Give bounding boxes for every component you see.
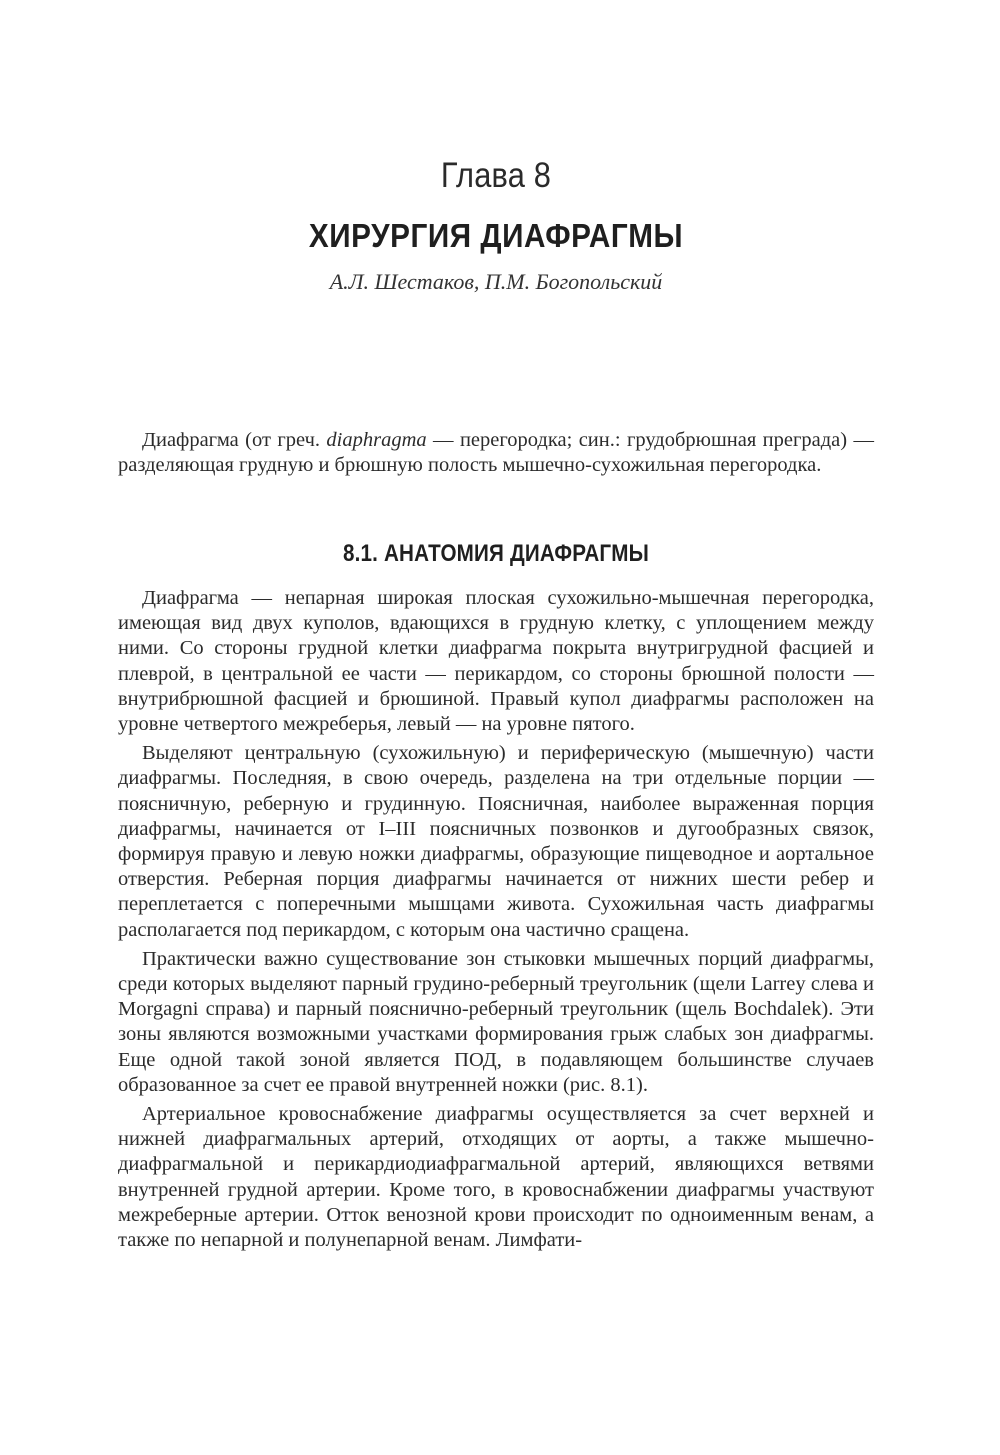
body-paragraph: Диафрагма — непарная широкая плоская сухожильно-мышечная перегородка, имеющая вид двух куполов, вдающихся в грудную клетку, с уплощением между ними. Со стороны грудной клетки диафрагма покрыта внутригрудной фасцией и плеврой, в центральной ее части — перикардом, со стороны брюшной полости — внутрибрюшной фасцией и брюшиной. Правый купол диафрагмы расположен на уровне четвертого межреберья, левый — на уровне пятого. [118, 587, 874, 736]
intro-term: diaphragma [326, 429, 427, 451]
chapter-authors: А.Л. Шестаков, П.М. Богопольский [329, 269, 663, 294]
intro-text-before: Диафрагма (от греч. [142, 429, 327, 451]
body-paragraph: Выделяют центральную (сухожильную) и периферическую (мышечную) части диафрагмы. Последняя, в свою очередь, разделена на три отдельные порции — поясничную, реберную и грудинную. Поясничная, наиболее выраженная порция диафрагмы, начинается от I–III поясничных позвонков и дугообразных связок, формируя правую и левую ножки диафрагмы, образующие пищеводное и аортальное отверстия. Реберная порция диафрагмы начинается от нижних шести ребер и переплетается с поперечными мышцами живота. Сухожильная часть диафрагмы располагается под перикардом, с которым она частично сращена. [118, 742, 874, 941]
chapter-title: ХИРУРГИЯ ДИАФРАГМЫ [308, 217, 684, 254]
section-heading: 8.1. АНАТОМИЯ ДИАФРАГМЫ [342, 540, 650, 567]
body-paragraph: Артериальное кровоснабжение диафрагмы осуществляется за счет верхней и нижней диафрагмальных артерий, отходящих от аорты, а также мышечно-диафрагмальной и перикардиодиафрагмальной артерий, являющихся ветвями внутренней грудной артерии. Кроме того, в кровоснабжении диафрагмы участвуют межреберные артерии. Отток венозной крови происходит по одноименным венам, а также по непарной и полунепарной венам. Лимфати- [118, 1103, 874, 1252]
chapter-label: Глава 8 [440, 156, 552, 195]
body-paragraph: Практически важно существование зон стыковки мышечных порций диафрагмы, среди которых выделяют парный грудино-реберный треугольник (щели Larrey слева и Morgagni справа) и парный пояснично-реберный треугольник (щель Bochdalek). Эти зоны являются возможными участками формирования грыж слабых зон диафрагмы. Еще одной такой зоной является ПОД, в подавляющем большинстве случаев образованное за счет ее правой внутренней ножки (рис. 8.1). [118, 947, 874, 1096]
intro-text-after: — перегородка; син.: грудобрюшная преграда) — разделяющая грудную и брюшную полость мышечно-сухожильная перегородка. [118, 429, 874, 477]
section-body [118, 586, 874, 1253]
book-page [118, 0, 874, 1455]
intro-paragraph [118, 428, 874, 478]
